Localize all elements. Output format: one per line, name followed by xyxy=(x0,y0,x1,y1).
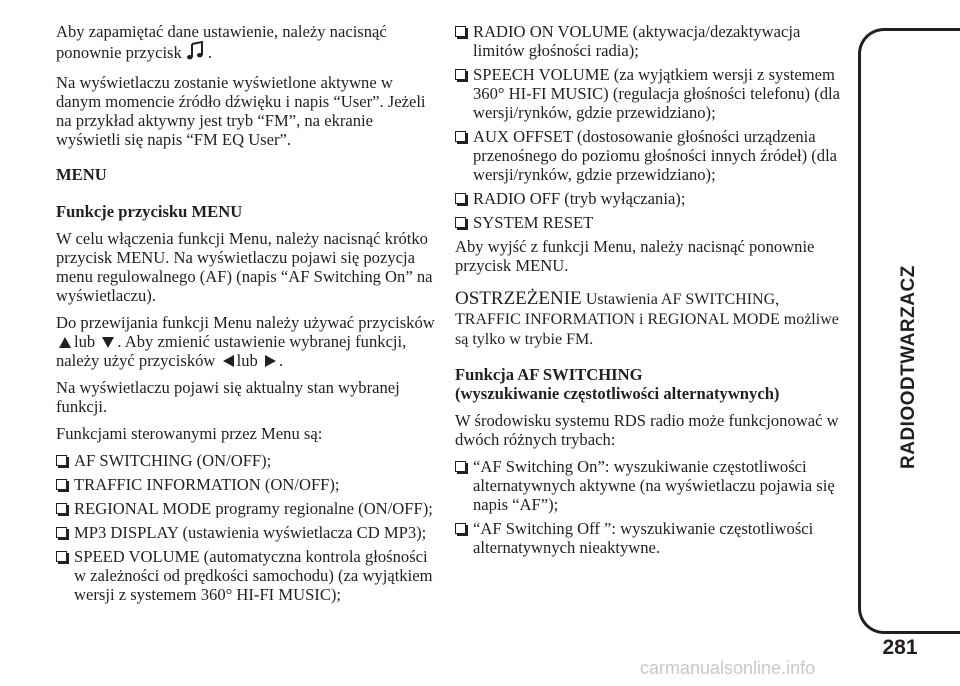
paragraph-rds-modes: W środowisku systemu RDS radio może funkcjonować w dwóch różnych trybach: xyxy=(455,411,839,449)
list-item-text: “AF Switching On”: wyszukiwanie częstotliwości alternatywnych aktywne (na wyświetlaczu pojawia się napis “AF”); xyxy=(473,457,835,514)
list-item xyxy=(56,547,436,604)
list-item xyxy=(455,189,840,208)
af-heading: Funkcja AF SWITCHING xyxy=(455,365,643,384)
list-item xyxy=(455,127,840,184)
af-switching-heading xyxy=(455,365,840,403)
paragraph-save-setting xyxy=(56,22,436,65)
list-item-text: TRAFFIC INFORMATION (ON/OFF); xyxy=(74,475,340,494)
right-column xyxy=(455,22,840,562)
warning-text: Ustawienia AF SWITCHING, TRAFFIC INFORMATION i REGIONAL MODE możliwe są tylko w trybie FM. xyxy=(455,291,839,348)
checkbox-icon xyxy=(455,193,468,206)
arrow-right-icon xyxy=(265,355,276,367)
paragraph-scroll-menu xyxy=(56,313,436,370)
arrow-up-icon xyxy=(59,337,71,348)
list-item xyxy=(455,213,840,232)
af-subheading: (wyszukiwanie częstotliwości alternatywnych) xyxy=(455,384,780,403)
functions-heading: Funkcje przycisku MENU xyxy=(56,202,243,221)
watermark: carmanualsonline.info xyxy=(640,658,816,678)
list-item-text: REGIONAL MODE programy regionalne (ON/OFF); xyxy=(74,499,433,518)
warning-label: OSTRZEŻENIE xyxy=(455,288,582,309)
paragraph-functions-list-intro: Funkcjami sterowanymi przez Menu są: xyxy=(56,424,323,443)
list-item xyxy=(56,523,436,542)
list-item xyxy=(455,457,840,514)
checkbox-icon xyxy=(455,217,468,230)
list-item xyxy=(56,475,436,494)
paragraph-display-info: Na wyświetlaczu zostanie wyświetlone aktywne w danym momencie źródło dźwięku i napis “User”. Jeżeli na przykład aktywny jest tryb “FM”, na ekranie wyświetli się napis “FM EQ User”. xyxy=(56,73,426,149)
text: lub xyxy=(236,351,258,370)
side-tab-text: RADIOODTWARZACZ xyxy=(898,265,919,469)
paragraph-current-state: Na wyświetlaczu pojawi się aktualny stan wybranej funkcji. xyxy=(56,378,400,416)
list-item xyxy=(455,22,840,60)
list-item-text: SPEECH VOLUME (za wyjątkiem wersji z systemem 360° HI-FI MUSIC) (regulacja głośności telefonu) (dla wersji/rynków, gdzie przewidziano); xyxy=(473,65,840,122)
list-item-text: RADIO OFF (tryb wyłączania); xyxy=(473,189,686,208)
paragraph-enable-menu: W celu włączenia funkcji Menu, należy nacisnąć krótko przycisk MENU. Na wyświetlaczu pojawi się pozycja menu regulowalnego (AF) (napis “AF Switching On” na wyświetlaczu). xyxy=(56,229,433,305)
paragraph-exit-menu: Aby wyjść z funkcji Menu, należy nacisnąć ponownie przycisk MENU. xyxy=(455,237,815,275)
music-note-icon xyxy=(185,41,205,65)
list-item-text: MP3 DISPLAY (ustawienia wyświetlacza CD MP3); xyxy=(74,523,427,542)
left-column xyxy=(56,22,436,609)
checkbox-icon xyxy=(455,523,468,536)
list-item xyxy=(56,451,436,470)
checkbox-icon xyxy=(56,527,69,540)
arrow-left-icon xyxy=(223,355,234,367)
warning-note xyxy=(455,289,840,349)
list-item-text: SPEED VOLUME (automatyczna kontrola głośności w zależności od prędkości samochodu) (za wyjątkiem wersji z systemem 360° HI-FI MUSIC); xyxy=(74,547,433,604)
checkbox-icon xyxy=(455,26,468,39)
checkbox-icon xyxy=(56,455,69,468)
list-item-text: AUX OFFSET (dostosowanie głośności urządzenia przenośnego do poziomu głośności innych źródeł) (dla wersji/rynków, gdzie przewidziano); xyxy=(473,127,838,184)
text: Do przewijania funkcji Menu należy używać przycisków xyxy=(56,313,435,332)
list-item xyxy=(455,519,840,557)
list-item xyxy=(56,499,436,518)
list-item-text: RADIO ON VOLUME (aktywacja/dezaktywacja limitów głośności radia); xyxy=(473,22,801,60)
arrow-down-icon xyxy=(102,337,114,348)
text: lub xyxy=(74,332,96,351)
list-item-text: AF SWITCHING (ON/OFF); xyxy=(74,451,272,470)
page-number: 281 xyxy=(882,636,918,659)
list-item xyxy=(455,65,840,122)
checkbox-icon xyxy=(455,461,468,474)
list-item-text: “AF Switching Off ”: wyszukiwanie częstotliwości alternatywnych nieaktywne. xyxy=(473,519,814,557)
text: . Aby zmienić ustawienie wybranej funkcji, należy użyć przycisków xyxy=(56,332,407,370)
checkbox-icon xyxy=(455,131,468,144)
text: Aby zapamiętać dane ustawienie, należy nacisnąć ponownie przycisk xyxy=(56,22,387,62)
list-item-text: SYSTEM RESET xyxy=(473,213,594,232)
menu-heading: MENU xyxy=(56,165,107,184)
text: . xyxy=(207,43,212,62)
checkbox-icon xyxy=(56,551,69,564)
checkbox-icon xyxy=(56,479,69,492)
checkbox-icon xyxy=(455,69,468,82)
checkbox-icon xyxy=(56,503,69,516)
text: . xyxy=(278,351,284,370)
